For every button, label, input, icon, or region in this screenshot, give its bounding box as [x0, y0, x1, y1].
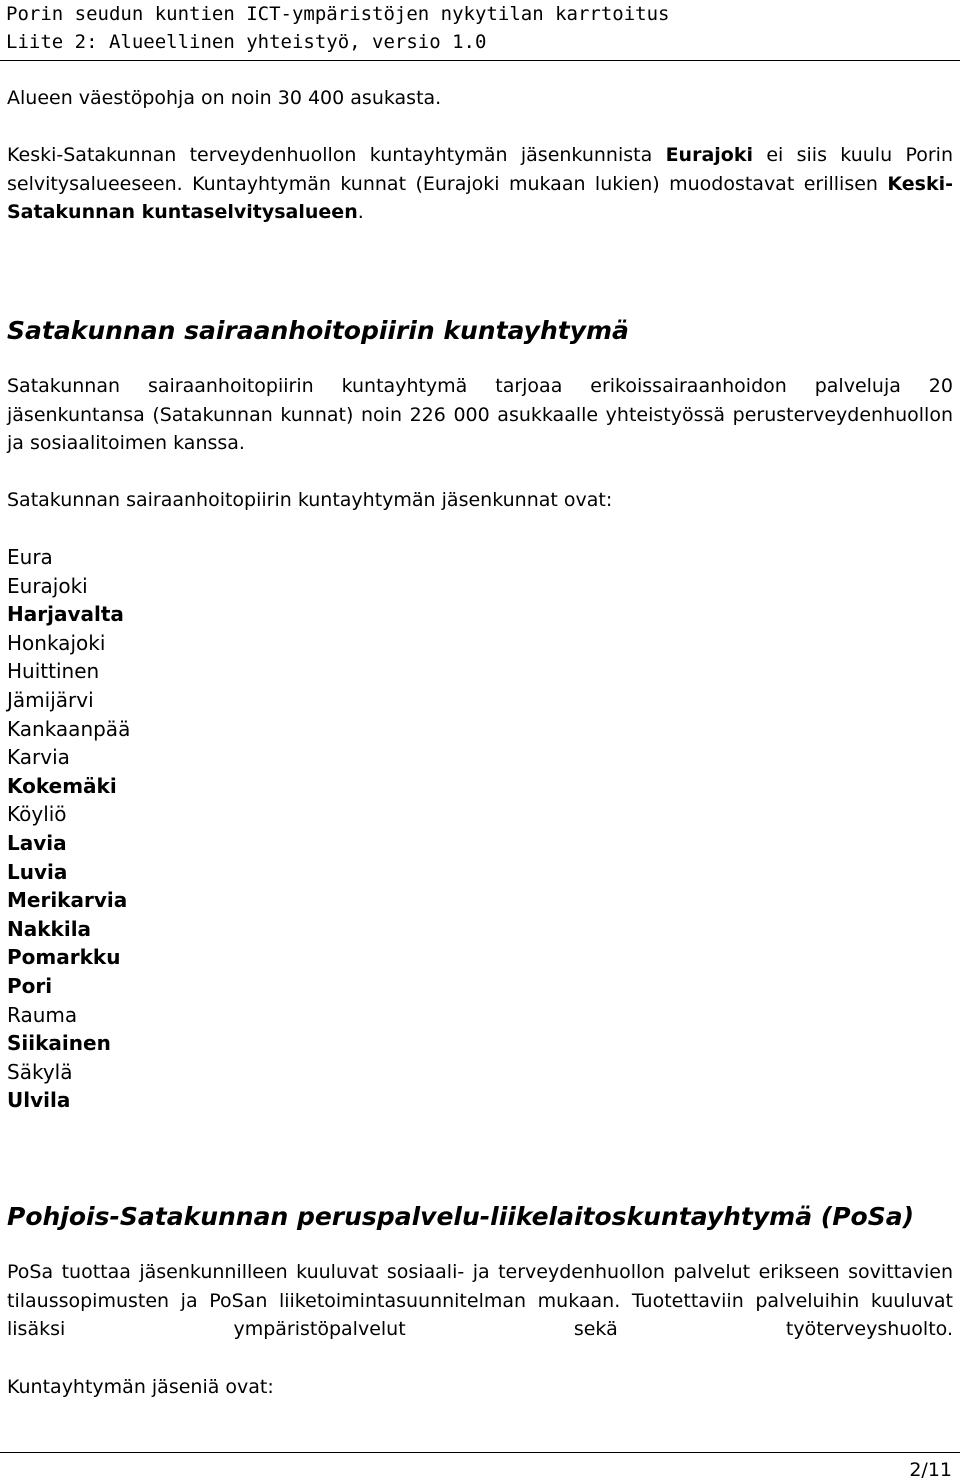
list-item: Ulvila	[7, 1088, 71, 1113]
intro-paragraph	[7, 141, 953, 227]
list-item: Jämijärvi	[7, 687, 94, 712]
section-heading-posa: Pohjois-Satakunnan peruspalvelu-liikelaitoskuntayhtymä (PoSa)	[7, 1202, 915, 1231]
header-title: Porin seudun kuntien ICT-ympäristöjen nykytilan karrtoitus	[6, 3, 670, 25]
posa-paragraph: PoSa tuottaa jäsenkunnilleen kuuluvat sosiaali- ja terveydenhuollon palvelut erikseen sovittavien tilaussopimusten ja PoSan liiketoimintasuunnitelman mukaan. Tuotettaviin palveluihin kuuluvat lisäksi ympäristöpalvelut sekä työterveyshuolto.	[7, 1261, 953, 1340]
intro-text-b: ei siis kuulu Porin selvitysalueeseen. Kuntayhtymän kunnat (Eurajoki mukaan lukien) muodostavat erillisen	[7, 144, 953, 195]
list-item: Karvia	[7, 745, 70, 770]
document-header	[6, 0, 669, 56]
intro-text-end: .	[357, 201, 364, 223]
intro-text-a: Keski-Satakunnan terveydenhuollon kuntayhtymän jäsenkunnista	[7, 144, 666, 166]
section-heading-satakunta-hospital-district: Satakunnan sairaanhoitopiirin kuntayhtymä	[7, 316, 629, 345]
hospital-district-paragraph: Satakunnan sairaanhoitopiirin kuntayhtymä tarjoaa erikoissairaanhoidon palveluja 20 jäsenkuntansa (Satakunnan kunnat) noin 226 000 asukkaalle yhteistyössä perusterveydenhuollon ja sosiaalitoimen kanssa.	[7, 375, 953, 454]
list-item: Merikarvia	[7, 888, 128, 913]
population-text: Alueen väestöpohja on noin 30 400 asukasta.	[7, 87, 442, 109]
list-item: Luvia	[7, 859, 68, 884]
list-item: Rauma	[7, 1002, 78, 1027]
list-item: Pori	[7, 973, 53, 998]
list-item: Harjavalta	[7, 602, 124, 627]
list-item: Huittinen	[7, 659, 100, 684]
header-divider	[0, 60, 960, 61]
intro-bold-eurajoki: Eurajoki	[665, 144, 753, 166]
list-item: Siikainen	[7, 1031, 111, 1056]
page-number: 2/11	[909, 1459, 952, 1481]
header-subtitle: Liite 2: Alueellinen yhteistyö, versio 1.0	[6, 31, 487, 53]
list-item: Kokemäki	[7, 773, 117, 798]
list-item: Nakkila	[7, 916, 92, 941]
member-municipalities-list	[7, 543, 130, 1115]
list-item: Kankaanpää	[7, 716, 131, 741]
list-item: Eura	[7, 545, 53, 569]
footer-divider	[0, 1452, 960, 1453]
list-item: Säkylä	[7, 1059, 73, 1084]
list-item: Honkajoki	[7, 630, 106, 655]
posa-members-intro: Kuntayhtymän jäseniä ovat:	[7, 1376, 274, 1398]
intro-bold-area: Keski-Satakunnan kuntaselvitysalueen	[7, 172, 953, 223]
list-item: Pomarkku	[7, 945, 121, 970]
members-intro: Satakunnan sairaanhoitopiirin kuntayhtymän jäsenkunnat ovat:	[7, 489, 613, 511]
list-item: Lavia	[7, 830, 67, 855]
list-item: Köyliö	[7, 802, 67, 827]
list-item: Eurajoki	[7, 573, 88, 598]
